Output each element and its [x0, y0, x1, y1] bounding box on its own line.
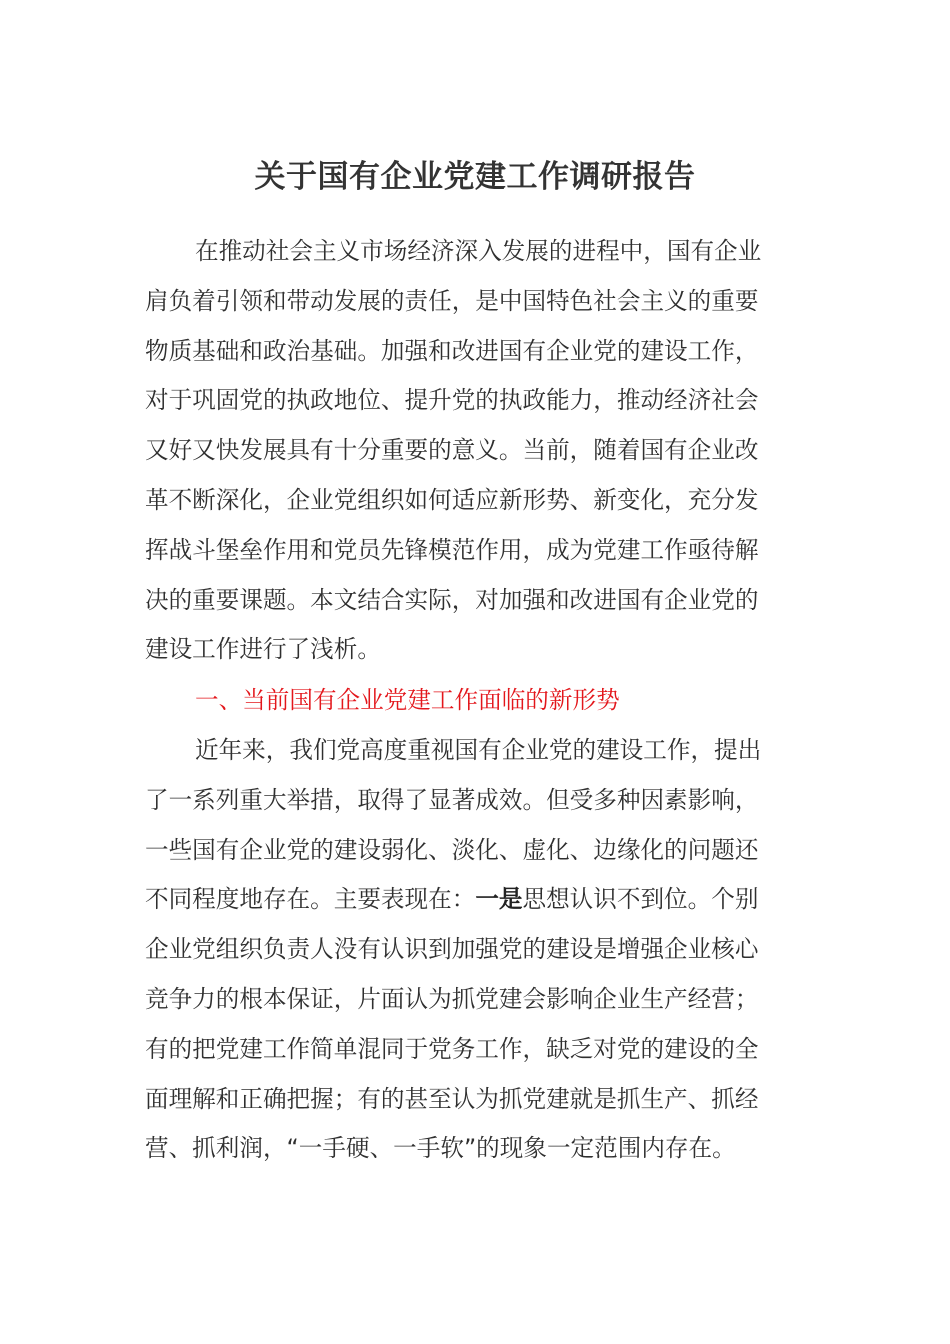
- paragraph-line: 对于巩固党的执政地位、提升党的执政能力，推动经济社会: [145, 386, 759, 415]
- section-heading: 一、当前国有企业党建工作面临的新形势: [195, 686, 620, 714]
- line-text: 思想认识不到位。个别: [522, 885, 759, 914]
- paragraph-line: 近年来，我们党高度重视国有企业党的建设工作，提出: [195, 736, 762, 764]
- paragraph-line: 面理解和正确把握；有的甚至认为抓党建就是抓生产、抓经: [145, 1084, 759, 1113]
- paragraph-line: 又好又快发展具有十分重要的意义。当前，随着国有企业改: [145, 436, 759, 465]
- paragraph-line: 在推动社会主义市场经济深入发展的进程中，国有企业: [195, 237, 762, 265]
- paragraph-line: 建设工作进行了浅析。: [145, 635, 381, 664]
- line-text: 不同程度地存在。主要表现在：: [145, 885, 476, 914]
- body-paragraph: [145, 726, 805, 1174]
- paragraph-line: 营、抓利润，“一手硬、一手软”的现象一定范围内存在。: [145, 1134, 736, 1163]
- document-title: 关于国有企业党建工作调研报告: [254, 159, 696, 195]
- paragraph-line: 竞争力的根本保证，片面认为抓党建会影响企业生产经营；: [145, 984, 759, 1013]
- paragraph-line-with-emphasis: [145, 875, 805, 925]
- paragraph-line: 物质基础和政治基础。加强和改进国有企业党的建设工作，: [145, 336, 759, 365]
- paragraph-line: 革不断深化，企业党组织如何适应新形势、新变化，充分发: [145, 485, 759, 514]
- emphasis-text: 一是: [475, 885, 523, 914]
- paragraph-line: 一些国有企业党的建设弱化、淡化、虚化、边缘化的问题还: [145, 835, 759, 864]
- paragraph-line: 有的把党建工作简单混同于党务工作，缺乏对党的建设的全: [145, 1034, 759, 1063]
- paragraph-line: 挥战斗堡垒作用和党员先锋模范作用，成为党建工作亟待解: [145, 535, 759, 564]
- paragraph-line: 了一系列重大举措，取得了显著成效。但受多种因素影响，: [145, 785, 759, 814]
- paragraph-line: 决的重要课题。本文结合实际，对加强和改进国有企业党的: [145, 585, 759, 614]
- intro-paragraph: [145, 227, 805, 675]
- paragraph-line: 肩负着引领和带动发展的责任，是中国特色社会主义的重要: [145, 286, 759, 315]
- paragraph-line: 企业党组织负责人没有认识到加强党的建设是增强企业核心: [145, 935, 759, 964]
